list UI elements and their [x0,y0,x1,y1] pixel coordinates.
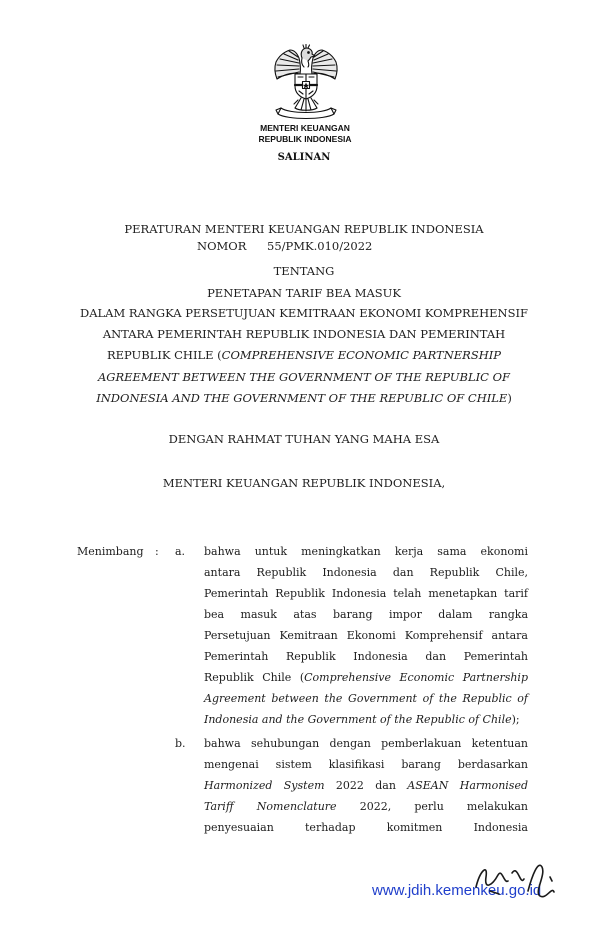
body-text: 2022, perlu melakukan [336,800,529,813]
body-line [204,733,528,754]
body-italic-term: Agreement between the Government of the Republic of [204,692,528,705]
body-text: Persetujuan Kemitraan Ekonomi Komprehensif antara [204,629,528,642]
subject-italic-term: AGREEMENT BETWEEN THE GOVERNMENT OF THE REPUBLIC OF [97,370,511,384]
institution-name-line: REPUBLIK INDONESIA [258,134,352,144]
body-text: bahwa untuk meningkatkan kerja sama ekonomi [204,545,528,558]
body-line [204,625,528,646]
body-line [204,541,528,562]
regulation-number-value: 55/PMK.010/2022 [267,239,373,253]
considering-label: Menimbang [77,545,144,558]
body-italic-term: Indonesia and the Government of the Republic of Chile [204,713,512,726]
body-line [204,667,528,688]
body-line [204,754,528,775]
invocation: DENGAN RAHMAT TUHAN YANG MAHA ESA [168,432,440,446]
copy-label: SALINAN [277,152,331,163]
body-text: mengenai sistem klasifikasi barang berdasarkan [204,758,528,771]
body-italic-term: ASEAN Harmonised [407,779,528,792]
body-text: Pemerintah Republik Indonesia telah menetapkan tarif [204,587,528,600]
subject-text: REPUBLIK CHILE ( [106,348,222,362]
item-marker: b. [175,737,186,750]
body-italic-term: Harmonized System [204,779,325,792]
garuda-emblem-icon [271,44,341,120]
body-italic-term: Comprehensive Economic Partnership [304,671,528,684]
considering-item-b [204,733,528,838]
subject-line [0,286,608,300]
body-line [204,817,528,838]
subject-line [0,370,608,384]
body-text: ); [511,713,520,726]
subject-line [0,348,608,362]
subject-line [0,327,608,341]
body-line [204,775,528,796]
subject-italic-term: INDONESIA AND THE GOVERNMENT OF THE REPUBLIC OF CHILE [96,391,508,405]
body-line [204,688,528,709]
subject-text: PENETAPAN TARIF BEA MASUK [207,286,401,300]
signature-icon [468,855,563,905]
body-text: penyesuaian terhadap komitmen Indonesia [204,821,528,834]
regulation-title: PERATURAN MENTERI KEUANGAN REPUBLIK INDONESIA [124,222,484,236]
body-text: bea masuk atas barang impor dalam rangka [204,608,528,621]
considering-separator: : [155,545,159,558]
body-line [204,796,528,817]
regulation-number-label: NOMOR [197,239,247,253]
body-line [204,646,528,667]
body-line [204,604,528,625]
issuer: MENTERI KEUANGAN REPUBLIK INDONESIA, [162,476,446,490]
about-heading: TENTANG [273,264,335,278]
subject-line [0,391,608,405]
body-text: antara Republik Indonesia dan Republik Chile, [204,566,528,579]
body-line [204,583,528,604]
footer-website: www.jdih.kemenkeu.go.id [372,882,542,899]
subject-text: DALAM RANGKA PERSETUJUAN KEMITRAAN EKONOMI KOMPREHENSIF [80,306,528,320]
item-marker: a. [175,545,186,558]
body-line [204,562,528,583]
considering-item-a [204,541,528,730]
subject-italic-term: COMPREHENSIVE ECONOMIC PARTNERSHIP [221,348,502,362]
body-text: bahwa sehubungan dengan pemberlakuan ketentuan [204,737,528,750]
subject-text: ANTARA PEMERINTAH REPUBLIK INDONESIA DAN PEMERINTAH [102,327,506,341]
body-text: Pemerintah Republik Indonesia dan Pemerintah [204,650,528,663]
body-line [204,709,528,730]
subject-line [0,306,608,320]
subject-text: ) [507,391,512,405]
body-italic-term: Tariff Nomenclature [204,800,337,813]
body-text: 2022 dan [324,779,408,792]
institution-name-line: MENTERI KEUANGAN [260,123,350,133]
body-text: Republik Chile ( [204,671,305,684]
